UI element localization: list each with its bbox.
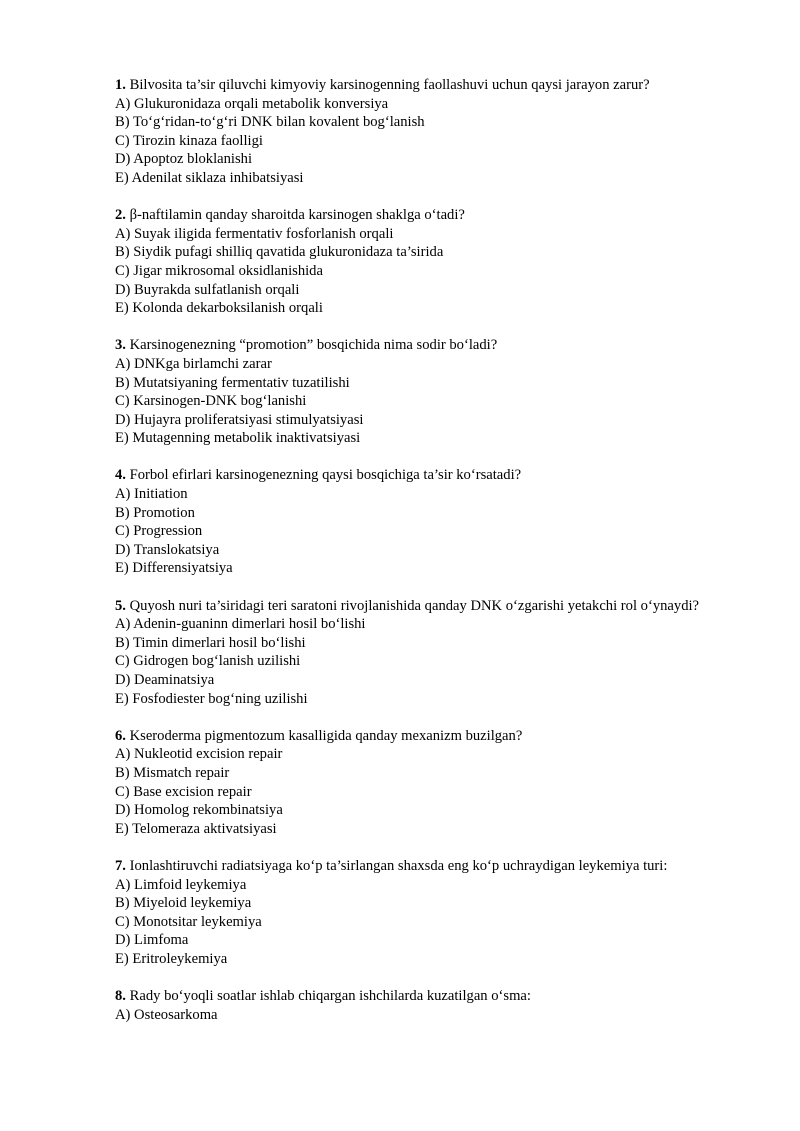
question-stem bbox=[115, 727, 755, 746]
question-number: 7. bbox=[115, 857, 126, 874]
question-3 bbox=[115, 336, 755, 448]
question-stem bbox=[115, 76, 755, 95]
question-stem bbox=[115, 857, 755, 876]
answer-option: B) Promotion bbox=[115, 504, 195, 521]
answer-option: D) Apoptoz bloklanishi bbox=[115, 151, 253, 168]
question-number: 1. bbox=[115, 77, 126, 93]
question-text: Quyosh nuri ta’siridagi teri saratoni rivojlanishida qanday DNK o‘zgarishi yetakchi rol o‘ynaydi? bbox=[129, 597, 700, 614]
answer-option: A) Osteosarkoma bbox=[115, 1006, 218, 1023]
answer-option: C) Jigar mikrosomal oksidlanishida bbox=[115, 262, 323, 279]
answer-option: A) Initiation bbox=[115, 486, 188, 503]
question-text: Karsinogenezning “promotion” bosqichida nima sodir bo‘ladi? bbox=[129, 337, 498, 354]
answer-option: C) Monotsitar leykemiya bbox=[115, 913, 262, 930]
answer-option: C) Gidrogen bog‘lanish uzilishi bbox=[115, 653, 301, 670]
answer-option: D) Buyrakda sulfatlanish orqali bbox=[115, 281, 300, 298]
answer-option: A) Suyak iligida fermentativ fosforlanish orqali bbox=[115, 225, 394, 242]
answer-option: B) To‘g‘ridan-to‘g‘ri DNK bilan kovalent bog‘lanish bbox=[115, 114, 425, 131]
answer-option: E) Adenilat siklaza inhibatsiyasi bbox=[115, 169, 304, 186]
answer-option: A) Nukleotid excision repair bbox=[115, 746, 283, 763]
question-text: Rady bo‘yoqli soatlar ishlab chiqargan ishchilarda kuzatilgan o‘sma: bbox=[129, 988, 531, 1005]
answer-option: A) Adenin-guaninn dimerlari hosil bo‘lishi bbox=[115, 616, 366, 633]
question-text: β-naftilamin qanday sharoitda karsinogen shaklga o‘tadi? bbox=[129, 207, 465, 224]
answer-option: B) Timin dimerlari hosil bo‘lishi bbox=[115, 634, 306, 651]
answer-option: E) Telomeraza aktivatsiyasi bbox=[115, 820, 277, 837]
answer-option: D) Homolog rekombinatsiya bbox=[115, 802, 283, 819]
question-4 bbox=[115, 466, 755, 578]
document-page bbox=[115, 76, 755, 1043]
answer-option: C) Tirozin kinaza faolligi bbox=[115, 132, 263, 149]
answer-option: E) Kolonda dekarboksilanish orqali bbox=[115, 300, 323, 317]
answer-option: B) Miyeloid leykemiya bbox=[115, 895, 252, 912]
question-stem bbox=[115, 987, 755, 1006]
question-number: 2. bbox=[115, 207, 126, 224]
question-stem bbox=[115, 336, 755, 355]
answer-option: A) Glukuronidaza orqali metabolik konversiya bbox=[115, 95, 389, 112]
answer-option: B) Mismatch repair bbox=[115, 764, 230, 781]
answer-option: A) DNKga birlamchi zarar bbox=[115, 355, 272, 372]
question-text: Ionlashtiruvchi radiatsiyaga ko‘p ta’sirlangan shaxsda eng ko‘p uchraydigan leykemiya turi: bbox=[129, 857, 668, 874]
question-number: 3. bbox=[115, 337, 126, 354]
answer-option: C) Base excision repair bbox=[115, 783, 252, 800]
answer-option: D) Limfoma bbox=[115, 932, 189, 949]
answer-option: B) Siydik pufagi shilliq qavatida glukuronidaza ta’sirida bbox=[115, 244, 444, 261]
question-5 bbox=[115, 597, 755, 709]
answer-option: D) Deaminatsiya bbox=[115, 672, 215, 688]
answer-option: C) Karsinogen-DNK bog‘lanishi bbox=[115, 393, 307, 410]
question-number: 4. bbox=[115, 467, 126, 484]
answer-option: C) Progression bbox=[115, 523, 203, 540]
answer-option: A) Limfoid leykemiya bbox=[115, 876, 247, 893]
answer-option: B) Mutatsiyaning fermentativ tuzatilishi bbox=[115, 374, 350, 391]
question-stem bbox=[115, 466, 755, 485]
question-8 bbox=[115, 987, 755, 1024]
question-2 bbox=[115, 206, 755, 318]
question-number: 8. bbox=[115, 988, 126, 1005]
question-text: Bilvosita ta’sir qiluvchi kimyoviy karsinogenning faollashuvi uchun qaysi jarayon zarur? bbox=[129, 77, 650, 93]
question-text: Kseroderma pigmentozum kasalligida qanday mexanizm buzilgan? bbox=[129, 727, 523, 744]
question-6 bbox=[115, 727, 755, 839]
answer-option: D) Translokatsiya bbox=[115, 541, 220, 558]
question-text: Forbol efirlari karsinogenezning qaysi bosqichiga ta’sir ko‘rsatadi? bbox=[129, 467, 522, 484]
question-number: 5. bbox=[115, 597, 126, 614]
question-stem bbox=[115, 206, 755, 225]
question-1 bbox=[115, 76, 755, 188]
answer-option: E) Fosfodiester bog‘ning uzilishi bbox=[115, 690, 308, 707]
question-number: 6. bbox=[115, 727, 126, 744]
answer-option: D) Hujayra proliferatsiyasi stimulyatsiyasi bbox=[115, 411, 364, 428]
answer-option: E) Differensiyatsiya bbox=[115, 560, 233, 577]
answer-option: E) Mutagenning metabolik inaktivatsiyasi bbox=[115, 430, 361, 447]
answer-option: E) Eritroleykemiya bbox=[115, 950, 228, 967]
question-stem bbox=[115, 597, 755, 616]
question-7 bbox=[115, 857, 755, 969]
